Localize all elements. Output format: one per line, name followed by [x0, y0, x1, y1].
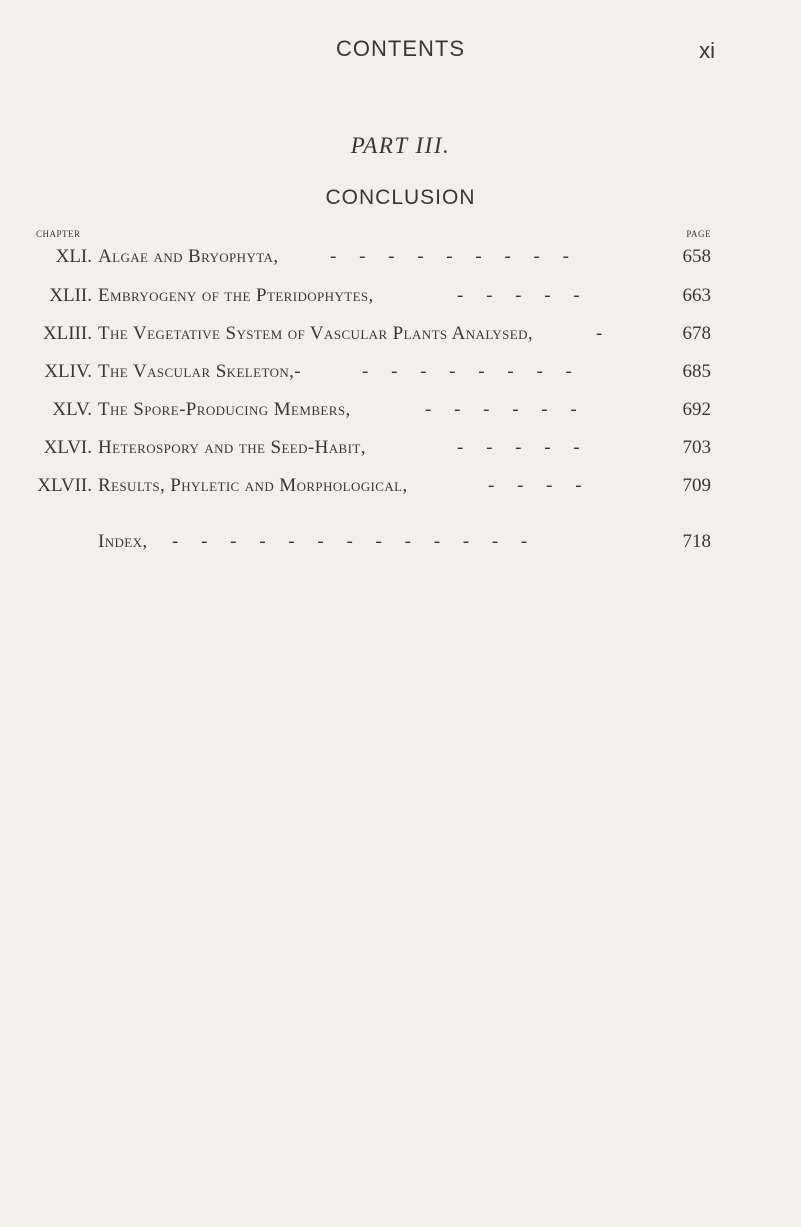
- chapter-title: Embryogeny of the Pteridophytes,: [98, 285, 374, 306]
- toc-entry: [0, 323, 801, 349]
- toc-entry: [0, 399, 801, 425]
- dot-leader: - - - - - -: [425, 399, 586, 420]
- chapter-title: The Vascular Skeleton,-: [98, 361, 302, 382]
- page-ref: 709: [682, 475, 711, 496]
- index-title: Index,: [98, 531, 148, 552]
- page-number: xi: [699, 38, 715, 63]
- chapter-title: The Vegetative System of Vascular Plants Analysed,: [98, 323, 534, 344]
- dot-leader: - - - - - - - - -: [330, 246, 578, 267]
- part-title: PART III.: [350, 133, 451, 158]
- chapter-title: Heterospory and the Seed-Habit,: [98, 437, 366, 458]
- chapter-number: XLVI.: [43, 437, 92, 458]
- running-head: [0, 36, 801, 66]
- running-title: CONTENTS: [336, 36, 465, 61]
- dot-leader: - - - - -: [457, 437, 589, 458]
- chapter-title: Results, Phyletic and Morphological,: [98, 475, 408, 496]
- chapter-number: XLVII.: [37, 475, 92, 496]
- chapter-number: XLV.: [52, 399, 92, 420]
- chapter-number: XLIII.: [42, 323, 92, 344]
- chapter-number: XLIV.: [44, 361, 92, 382]
- dot-leader: - - - - -: [457, 285, 589, 306]
- chapter-number: XLI.: [55, 246, 92, 267]
- page-ref: 718: [682, 531, 711, 552]
- page-ref: 663: [682, 285, 711, 306]
- chapter-title: Algae and Bryophyta,: [98, 246, 279, 267]
- toc-entry: [0, 475, 801, 501]
- toc-entry: [0, 285, 801, 311]
- chapter-title: The Spore-Producing Members,: [98, 399, 351, 420]
- index-entry: [0, 531, 801, 557]
- toc-entry: [0, 361, 801, 387]
- page-ref: 678: [682, 323, 711, 344]
- section-title: CONCLUSION: [325, 186, 476, 209]
- dot-leader: - - - - - - - - - - - - -: [172, 531, 537, 552]
- page-ref: 685: [682, 361, 711, 382]
- page-ref: 692: [682, 399, 711, 420]
- toc-entry: [0, 246, 801, 272]
- chapter-number: XLII.: [49, 285, 92, 306]
- dot-leader: -: [596, 323, 612, 344]
- page-ref: 703: [682, 437, 711, 458]
- dot-leader: - - - - - - - -: [362, 361, 581, 382]
- page-ref: 658: [682, 246, 711, 267]
- toc-entry: [0, 437, 801, 463]
- dot-leader: - - - -: [488, 475, 591, 496]
- chapter-column-header: CHAPTER: [36, 229, 81, 239]
- page-column-header: PAGE: [686, 229, 711, 239]
